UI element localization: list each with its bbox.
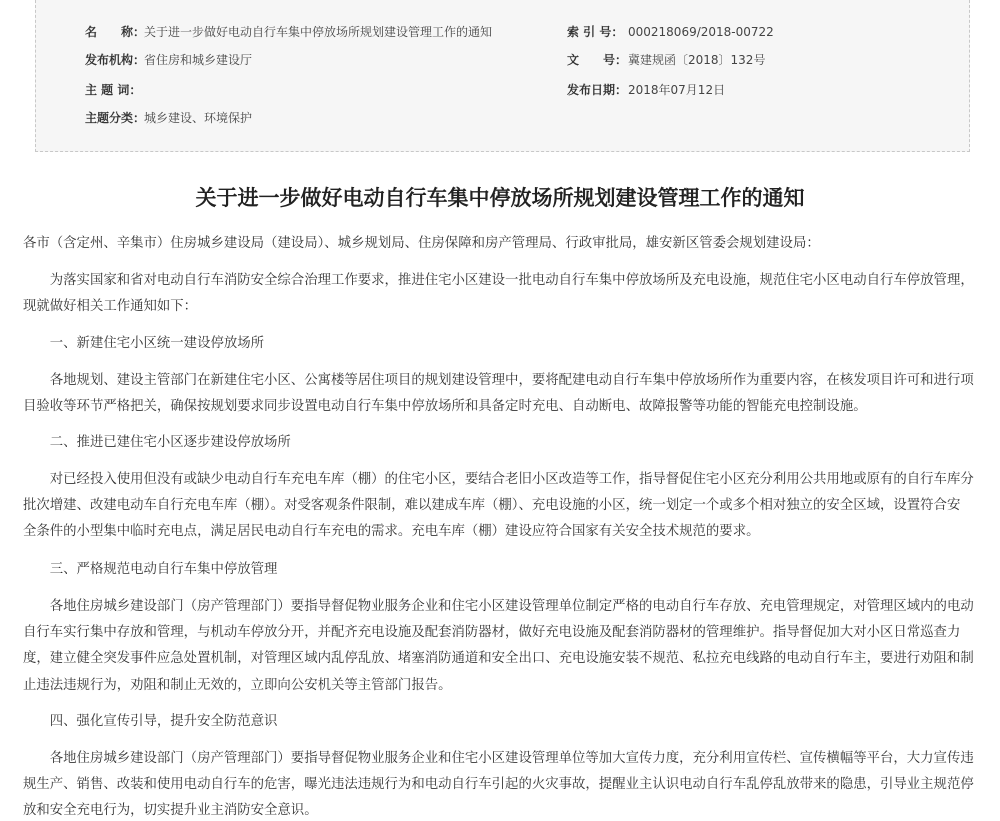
meta-name-label: 名 称： [85,25,146,39]
meta-date-label: 发布日期： [567,83,628,97]
document-title: 关于进一步做好电动自行车集中停放场所规划建设管理工作的通知 [195,186,805,210]
meta-publisher-value: 省住房和城乡建设厅 [144,53,253,67]
meta-date-value: 2018年07月12日 [628,83,726,97]
meta-publisher-label: 发布机构： [85,53,146,67]
meta-category-row [85,110,252,126]
meta-docno-label: 文 号： [567,53,628,67]
meta-subject-row [85,82,144,98]
section-heading: 三、严格规范电动自行车集中停放管理 [23,562,278,577]
body-line: 批次增建、改建电动车自行充电车库（棚）。对受客观条件限制，难以建成车库（棚）、充电设施的小区，统一划定一个或多个相对独立的安全区域，设置符合安 [23,498,961,513]
section-heading: 一、新建住宅小区统一建设停放场所 [23,336,265,351]
meta-docno-row [567,52,765,68]
meta-category-value: 城乡建设、环境保护 [144,111,253,125]
meta-name-value: 关于进一步做好电动自行车集中停放场所规划建设管理工作的通知 [144,25,493,39]
section-heading: 四、强化宣传引导，提升安全防范意识 [23,714,278,729]
body-line: 度，建立健全突发事件应急处置机制，对管理区域内乱停乱放、堵塞消防通道和安全出口、充电设施安装不规范、私拉充电线路的电动自行车主，要进行劝阻和制 [23,651,974,666]
body-line: 现就做好相关工作通知如下： [23,299,198,314]
meta-docno-value: 冀建规函〔2018〕132号 [628,53,766,67]
meta-name-row [85,24,492,40]
body-line: 各地规划、建设主管部门在新建住宅小区、公寓楼等居住项目的规划建设管理中，要将配建电动自行车集中停放场所作为重要内容，在核发项目许可和进行项 [23,373,974,388]
body-line: 规生产、销售、改装和使用电动自行车的危害，曝光违法违规行为和电动自行车引起的火灾事故，提醒业主认识电动自行车乱停乱放带来的隐患，引导业主规范停 [23,777,974,792]
meta-category-label: 主题分类： [85,111,146,125]
section-heading: 二、推进已建住宅小区逐步建设停放场所 [23,435,291,450]
body-line: 全条件的小型集中临时充电点，满足居民电动自行车充电的需求。充电车库（棚）建设应符合国家有关安全技术规范的要求。 [23,524,760,539]
body-line: 各市（含定州、辛集市）住房城乡建设局（建设局）、城乡规划局、住房保障和房产管理局、行政审批局，雄安新区管委会规划建设局： [23,236,820,251]
body-line: 对已经投入使用但没有或缺少电动自行车充电车库（棚）的住宅小区，要结合老旧小区改造等工作，指导督促住宅小区充分利用公共用地或原有的自行车库分 [23,472,974,487]
meta-index-row [567,24,774,40]
body-line: 各地住房城乡建设部门（房产管理部门）要指导督促物业服务企业和住宅小区建设管理单位等加大宣传力度，充分利用宣传栏、宣传横幅等平台，大力宣传违 [23,751,974,766]
meta-date-row [567,82,725,98]
body-line: 为落实国家和省对电动自行车消防安全综合治理工作要求，推进住宅小区建设一批电动自行车集中停放场所及充电设施，规范住宅小区电动自行车停放管理， [23,273,974,288]
document-metadata-panel [35,0,970,152]
body-line: 止违法违规行为，劝阻和制止无效的，立即向公安机关等主管部门报告。 [23,678,452,693]
body-line: 放和安全充电行为，切实提升业主消防安全意识。 [23,803,318,818]
body-line: 目验收等环节严格把关，确保按规划要求同步设置电动自行车集中停放场所和具备定时充电、自动断电、故障报警等功能的智能充电控制设施。 [23,399,867,414]
meta-index-label: 索 引 号： [567,25,624,39]
meta-subject-label: 主 题 词： [85,83,142,97]
meta-index-value: 000218069/2018-00722 [628,25,774,39]
meta-publisher-row [85,52,252,68]
body-line: 自行车实行集中存放和管理，与机动车停放分开，并配齐充电设施及配套消防器材，做好充电设施及配套消防器材的管理维护。指导督促加大对小区日常巡查力 [23,625,961,640]
body-line: 各地住房城乡建设部门（房产管理部门）要指导督促物业服务企业和住宅小区建设管理单位制定严格的电动自行车存放、充电管理规定，对管理区域内的电动 [23,599,974,614]
